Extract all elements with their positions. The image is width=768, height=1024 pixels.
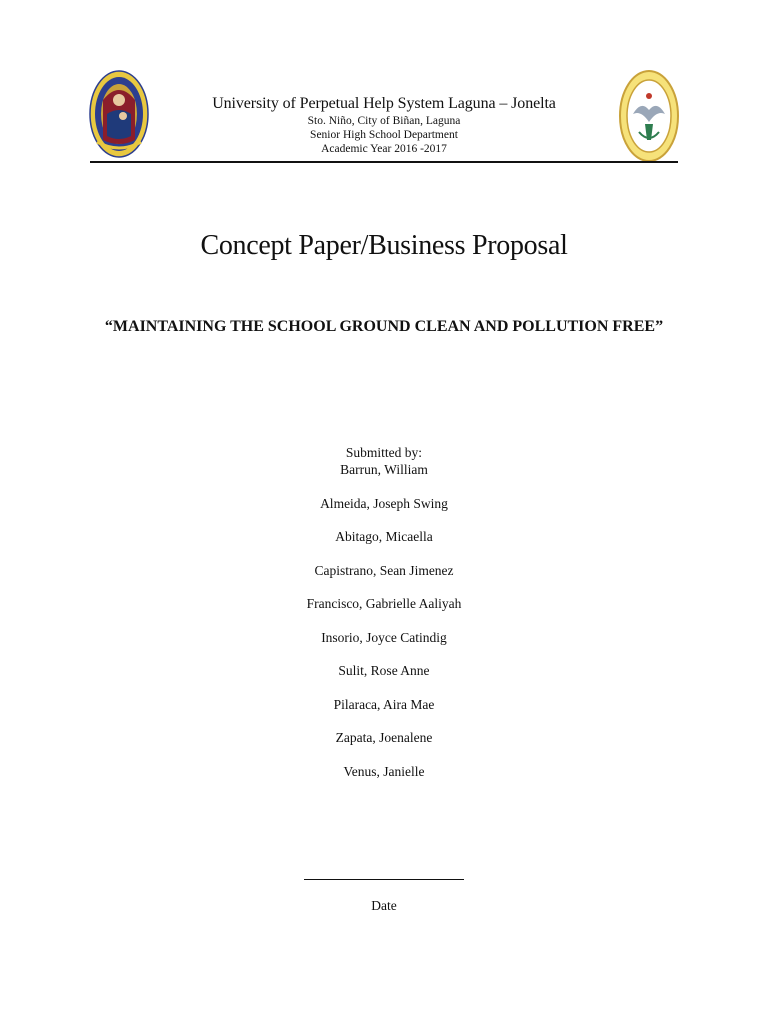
list-item: Insorio, Joyce Catindig [321,629,447,645]
university-seal-icon [89,70,149,158]
academic-year: Academic Year 2016 -2017 [321,143,447,155]
university-name: University of Perpetual Help System Laguna – Jonelta [212,95,556,112]
member-list [0,461,768,796]
list-item: Barrun, William [340,462,428,477]
letterhead [150,94,618,156]
date-signature-line [304,879,464,880]
list-item: Pilaraca, Aira Mae [333,696,435,712]
department-seal-icon [619,70,679,162]
date-label: Date [371,898,397,913]
university-address: Sto. Niño, City of Biñan, Laguna [307,115,461,127]
submitted-by-label: Submitted by: [345,445,423,460]
document-title: Concept Paper/Business Proposal [200,230,568,261]
list-item: Abitago, Micaella [335,529,433,544]
header-divider [90,161,678,163]
list-item: Zapata, Joenalene [335,730,433,745]
document-subtitle: “MAINTAINING THE SCHOOL GROUND CLEAN AND POLLUTION FREE” [104,318,664,335]
list-item: Sulit, Rose Anne [338,663,430,678]
department-name: Senior High School Department [310,129,458,141]
list-item: Almeida, Joseph Swing [320,495,448,511]
list-item: Francisco, Gabrielle Aaliyah [306,596,462,611]
list-item: Capistrano, Sean Jimenez [314,562,454,578]
list-item: Venus, Janielle [343,763,425,779]
